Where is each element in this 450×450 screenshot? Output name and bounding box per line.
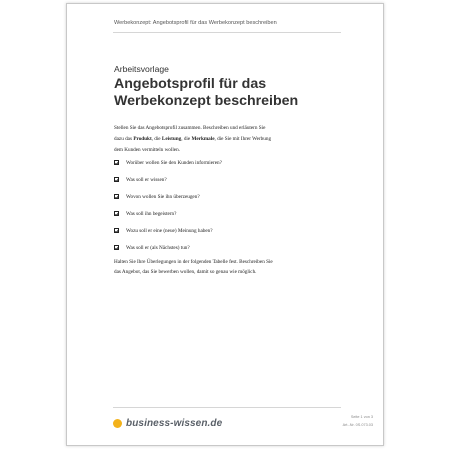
document-kicker: Arbeitsvorlage (114, 64, 169, 74)
intro-bold-merkmale: Merkmale (191, 135, 215, 142)
outro-line-2: das Angebot, das Sie bewerben wollen, damit so genau wie möglich. (114, 269, 257, 276)
intro-text: , die Sie mit Ihrer Werbung (214, 135, 272, 142)
checklist-item-text: Wozu soll er eine (neue) Meinung haben? (126, 227, 213, 234)
checklist-item-text: Was soll er wissen? (126, 176, 167, 183)
checkbox-checked-icon (114, 160, 119, 165)
checkbox-checked-icon (114, 194, 119, 199)
checklist-item (114, 222, 334, 239)
checklist-item-text: Wovon wollen Sie ihn überzeugen? (126, 193, 200, 200)
business-wissen-logo (113, 418, 222, 429)
checkbox-checked-icon (114, 245, 119, 250)
intro-line-1: Stellen Sie das Angebotsprofil zusammen. Beschreiben und erläutern Sie (114, 125, 266, 131)
checklist-item (114, 239, 334, 256)
intro-paragraph (114, 123, 332, 155)
checklist-item-text: Was soll er (als Nächstes) tun? (126, 244, 190, 251)
checkbox-checked-icon (114, 228, 119, 233)
logo-dot-icon (113, 419, 122, 428)
intro-bold-produkt: Produkt (133, 135, 152, 142)
article-number: Art.-Nr. 0S.073.03 (342, 423, 373, 427)
checklist-item (114, 188, 334, 205)
checkbox-checked-icon (114, 211, 119, 216)
title-line-2: Werbekonzept beschreiben (114, 92, 299, 109)
footer-divider (113, 407, 341, 408)
title-line-1: Angebotsprofil für das (114, 76, 267, 92)
intro-text: dazu das (114, 135, 134, 142)
intro-line-3: dem Kunden vermitteln wollen. (114, 146, 180, 153)
running-header: Werbekonzept: Angebotsprofil für das Werbekonzept beschreiben (114, 20, 277, 26)
checkbox-checked-icon (114, 177, 119, 182)
checklist-item-text: Worüber wollen Sie den Kunden informieren? (126, 159, 222, 166)
checklist-item-text: Was soll ihn begeistern? (126, 210, 177, 217)
header-divider (113, 32, 341, 33)
page-number: Seite 1 von 3 (350, 415, 373, 419)
checklist-item (114, 205, 334, 222)
intro-bold-leistung: Leistung (161, 135, 182, 142)
logo-text: business-wissen.de (126, 418, 223, 429)
checklist-item (114, 171, 334, 188)
checklist-item (114, 154, 334, 171)
question-checklist (114, 154, 334, 256)
intro-text: , die (181, 135, 192, 142)
document-page (66, 3, 384, 446)
intro-text: , die (151, 135, 162, 142)
outro-paragraph (114, 257, 338, 278)
outro-line-1: Halten Sie Ihre Überlegungen in der folgenden Tabelle fest. Beschreiben Sie (114, 259, 273, 265)
intro-line-2 (114, 134, 332, 145)
document-title (114, 76, 354, 109)
page-meta (343, 413, 373, 429)
